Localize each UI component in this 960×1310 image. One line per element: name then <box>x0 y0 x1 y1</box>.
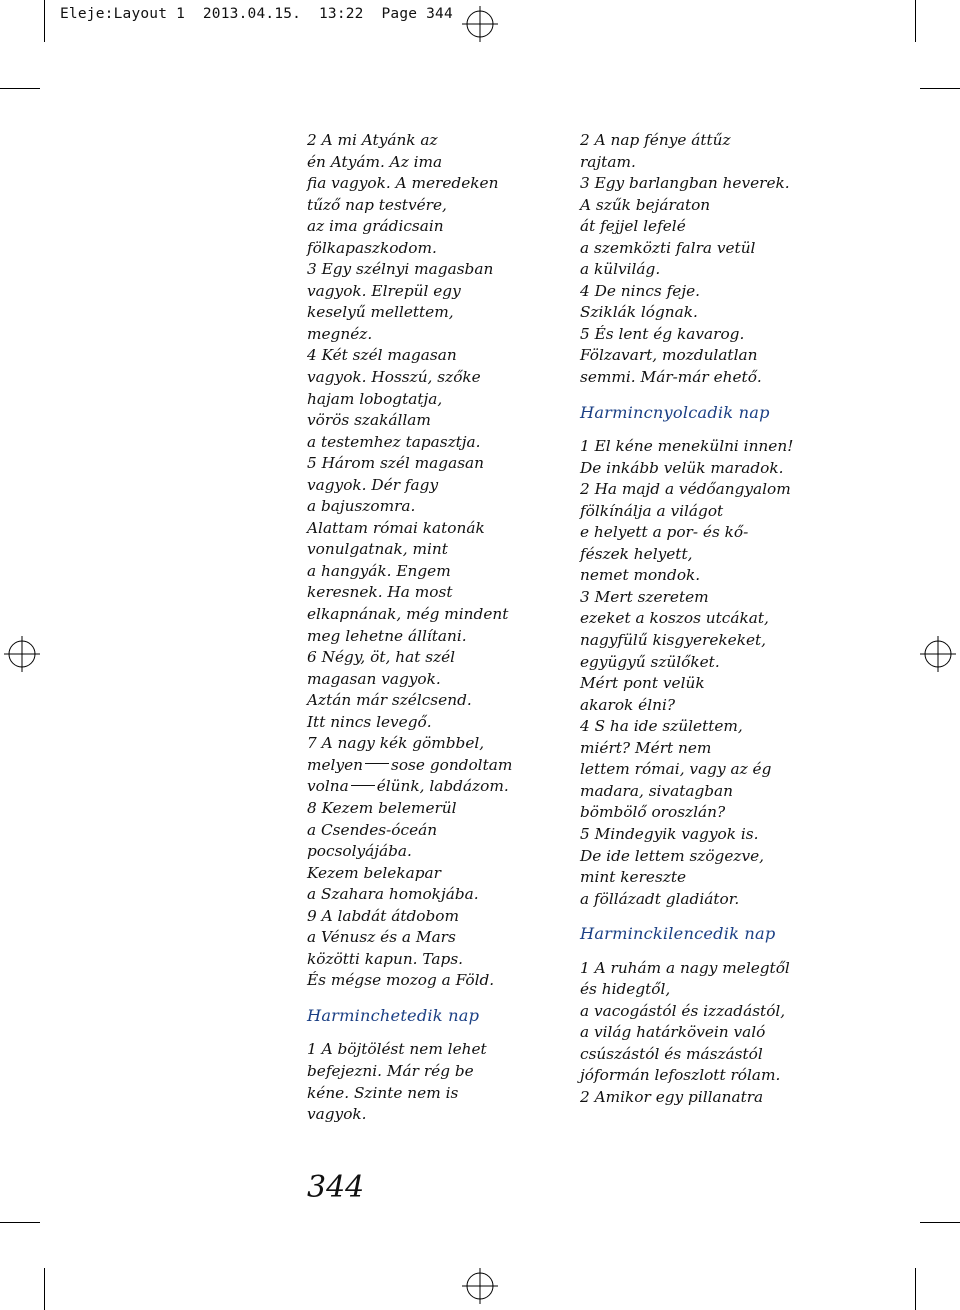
verse-line: 7 A nagy kék gömbbel, <box>307 734 485 753</box>
verse-line: a világ határkövein való <box>580 1023 766 1042</box>
verse-line: jóformán lefoszlott rólam. <box>580 1066 781 1085</box>
verse-line: a szemközti falra vetül <box>580 238 756 257</box>
verse-line: befejezni. Már rég be <box>307 1061 474 1080</box>
verse-line: a Csendes-óceán <box>307 820 438 839</box>
section-gap <box>580 423 793 436</box>
verse-line: közötti kapun. Taps. <box>307 949 464 968</box>
verse-line: 3 Mert szeretem <box>580 587 709 606</box>
verse-line: a bajuszomra. <box>307 497 416 516</box>
section-gap <box>580 389 793 402</box>
verse-fragment: volna <box>307 777 349 796</box>
em-dash-rule <box>351 785 375 786</box>
verse-line: meg lehetne állítani. <box>307 626 467 645</box>
verse-line: bömbölő oroszlán? <box>580 803 726 822</box>
verse-line: 4 S ha ide születtem, <box>580 717 743 736</box>
verse-line: tűző nap testvére, <box>307 195 447 214</box>
verse-line: én Atyám. Az ima <box>307 152 443 171</box>
verse-line: ezeket a koszos utcákat, <box>580 609 769 628</box>
verse-line: megnéz. <box>307 324 373 343</box>
verse-line: fészek helyett, <box>580 544 693 563</box>
verse-line: e helyett a por- és kő- <box>580 523 749 542</box>
verse-line: a Vénusz és a Mars <box>307 928 456 947</box>
verse-line: keresnek. Ha most <box>307 583 453 602</box>
verse-line: nagyfülű kisgyerekeket, <box>580 631 767 650</box>
verse-line: De inkább velük maradok. <box>580 458 784 477</box>
verse-line: mint kereszte <box>580 868 687 887</box>
page-number: 344 <box>307 1170 365 1205</box>
verse-line: Aztán már szélcsend. <box>307 691 472 710</box>
verse-line: Mért pont velük <box>580 674 705 693</box>
verse-fragment: élünk, labdázom. <box>376 777 509 796</box>
verse-line: vagyok. <box>307 1105 367 1124</box>
verse-line: vagyok. Elrepül egy <box>307 281 461 300</box>
verse-line: az ima grádicsain <box>307 217 444 236</box>
crop-mark <box>920 88 960 89</box>
verse-line: vörös szakállam <box>307 411 431 430</box>
print-slug: Eleje:Layout 1 2013.04.15. 13:22 Page 344 <box>60 6 453 22</box>
verse-line: Alattam római katonák <box>307 518 485 537</box>
verse-line: együgyű szülőket. <box>580 652 720 671</box>
verse-line: fia vagyok. A meredeken <box>307 174 499 193</box>
verse-line: Itt nincs levegő. <box>307 712 432 731</box>
verse-line: 9 A labdát átdobom <box>307 906 460 925</box>
crop-mark <box>0 88 40 89</box>
verse-line: akarok élni? <box>580 695 676 714</box>
text-column-right <box>580 130 793 1109</box>
verse-line: miért? Mért nem <box>580 738 712 757</box>
verse-line: Sziklák lógnak. <box>580 303 698 322</box>
verse-line: 2 Ha majd a védőangyalom <box>580 480 791 499</box>
section-heading: Harminckilencedik nap <box>580 924 776 944</box>
verse-line <box>307 776 512 798</box>
verse-line: Kezem belekapar <box>307 863 441 882</box>
verse-line: 2 A nap fénye áttűz <box>580 131 731 149</box>
verse-line: 8 Kezem belemerül <box>307 798 457 817</box>
em-dash-rule <box>365 763 389 764</box>
verse-line: vagyok. Hosszú, szőke <box>307 368 481 387</box>
verse-line: 3 Egy szélnyi magasban <box>307 260 494 279</box>
verse-line: kéne. Szinte nem is <box>307 1083 459 1102</box>
verse-line: És mégse mozog a Föld. <box>307 971 495 990</box>
verse-line: 1 A ruhám a nagy melegtől <box>580 958 790 977</box>
verse-line: a vacogástól és izzadástól, <box>580 1001 786 1020</box>
crop-mark <box>915 1268 916 1310</box>
crop-mark <box>915 0 916 42</box>
verse-line: madara, sivatagban <box>580 781 734 800</box>
verse-line: pocsolyájába. <box>307 842 412 861</box>
verse-line: semmi. Már-már ehető. <box>580 368 762 387</box>
section-gap <box>580 910 793 923</box>
registration-mark-icon <box>4 636 40 672</box>
verse-line: csúszástól és mászástól <box>580 1044 763 1063</box>
section-heading: Harmincnyolcadik nap <box>580 402 770 422</box>
crop-mark <box>44 0 45 42</box>
verse-line: a föllázadt gladiátor. <box>580 889 740 908</box>
verse-line: 1 A böjtölést nem lehet <box>307 1040 487 1059</box>
verse-line: elkapnának, még mindent <box>307 605 509 624</box>
verse-line: nemet mondok. <box>580 566 701 585</box>
verse-line: a külvilág. <box>580 260 661 279</box>
verse-line: vagyok. Dér fagy <box>307 475 439 494</box>
verse-line: 5 És lent ég kavarog. <box>580 324 745 343</box>
registration-mark-icon <box>462 6 498 42</box>
verse-line: lettem római, vagy az ég <box>580 760 772 779</box>
verse-line: fölkapaszkodom. <box>307 238 437 257</box>
section-gap <box>580 945 793 958</box>
verse-line: 5 Három szél magasan <box>307 454 485 473</box>
verse-line: 5 Mindegyik vagyok is. <box>580 824 759 843</box>
verse-fragment: sose gondoltam <box>391 755 513 774</box>
crop-mark <box>44 1268 45 1310</box>
registration-mark-icon <box>920 636 956 672</box>
verse-line: a Szahara homokjába. <box>307 885 479 904</box>
crop-mark <box>920 1222 960 1223</box>
verse-line <box>307 755 512 777</box>
text-column-left <box>307 130 512 1126</box>
verse-line: 2 A mi Atyánk az <box>307 131 438 149</box>
verse-line: 6 Négy, öt, hat szél <box>307 648 456 667</box>
verse-line: De ide lettem szögezve, <box>580 846 765 865</box>
verse-line: 2 Amikor egy pillanatra <box>580 1087 764 1106</box>
verse-line: 1 El kéne menekülni innen! <box>580 437 794 456</box>
section-heading: Harminchetedik nap <box>307 1005 480 1025</box>
verse-line: rajtam. <box>580 152 636 171</box>
verse-fragment: melyen <box>307 755 363 774</box>
verse-line: a testemhez tapasztja. <box>307 432 481 451</box>
verse-line: magasan vagyok. <box>307 669 441 688</box>
verse-line: Fölzavart, mozdulatlan <box>580 346 758 365</box>
verse-line: vonulgatnak, mint <box>307 540 448 559</box>
verse-line: és hidegtől, <box>580 980 671 999</box>
verse-line: hajam lobogtatja, <box>307 389 443 408</box>
section-gap <box>307 992 512 1005</box>
verse-line: 4 De nincs feje. <box>580 281 701 300</box>
verse-line: 3 Egy barlangban heverek. <box>580 174 790 193</box>
crop-mark <box>0 1222 40 1223</box>
verse-line: fölkínálja a világot <box>580 501 724 520</box>
verse-line: A szűk bejáraton <box>580 195 711 214</box>
verse-line: 4 Két szél magasan <box>307 346 457 365</box>
verse-line: keselyű mellettem, <box>307 303 454 322</box>
registration-mark-icon <box>462 1268 498 1304</box>
verse-line: át fejjel lefelé <box>580 217 686 236</box>
verse-line: a hangyák. Engem <box>307 561 451 580</box>
section-gap <box>307 1026 512 1039</box>
